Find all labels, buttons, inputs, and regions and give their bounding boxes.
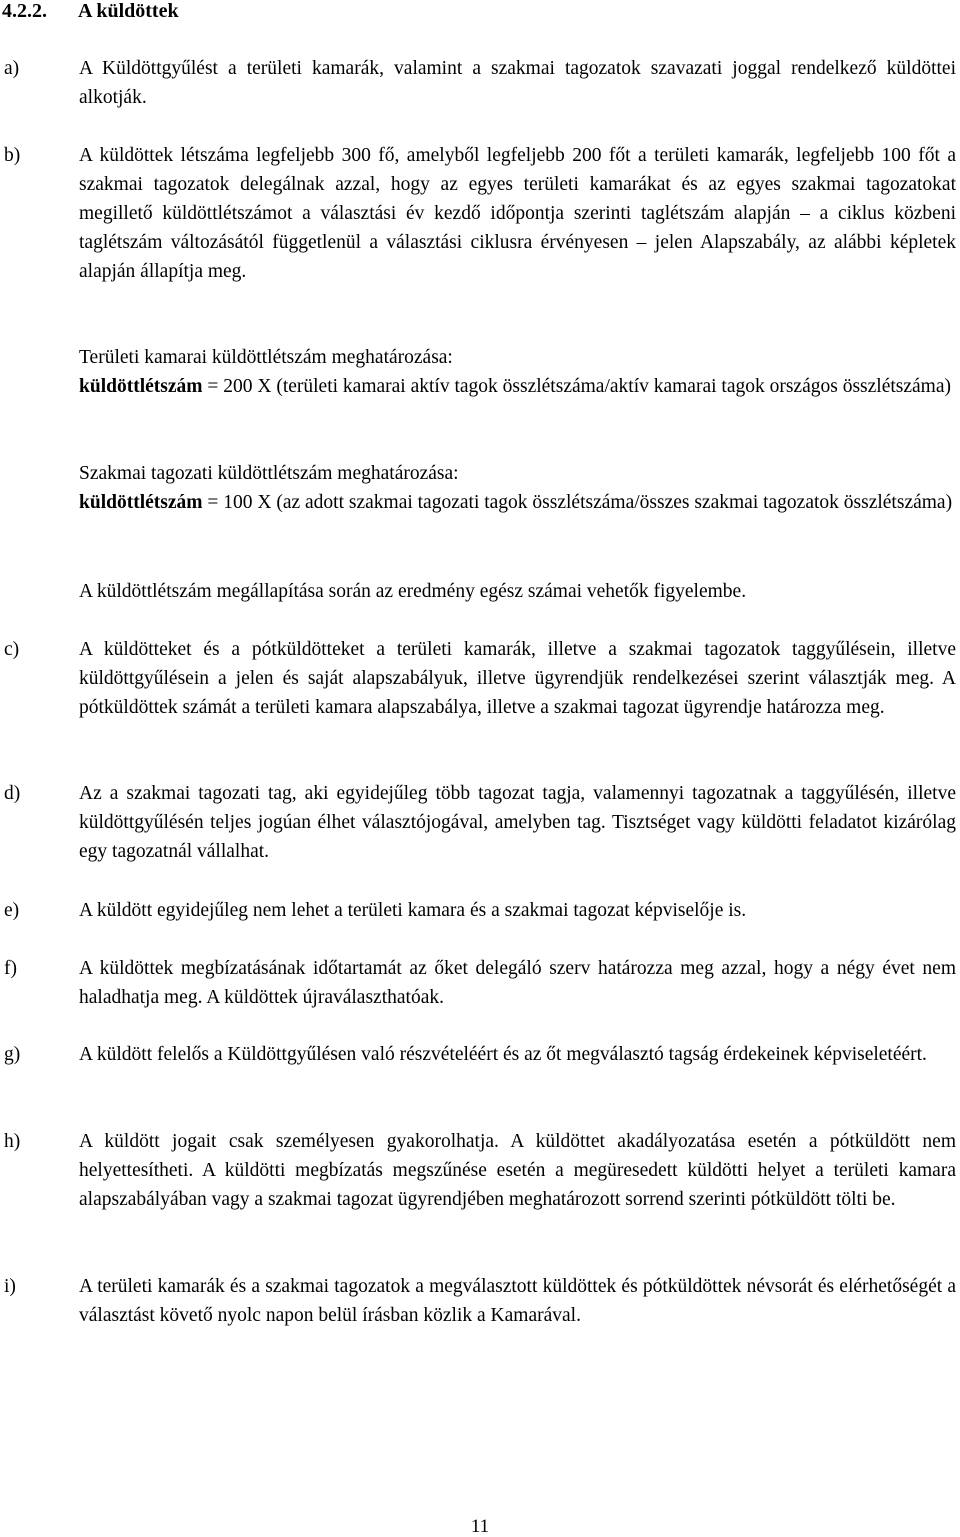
page-number: 11 xyxy=(470,1516,490,1537)
list-item-e xyxy=(4,896,956,925)
territorial-formula xyxy=(79,343,956,401)
list-item-f xyxy=(4,954,956,1012)
section-number: 4.2.2. xyxy=(2,0,47,22)
item-letter: d) xyxy=(4,783,21,804)
professional-formula xyxy=(79,459,956,517)
list-item-a xyxy=(4,54,956,112)
formula-expression: = 200 X (területi kamarai aktív tagok összlétszáma/aktív kamarai tagok országos összlétszáma) xyxy=(202,376,951,397)
item-letter: f) xyxy=(4,958,17,979)
item-text: A területi kamarák és a szakmai tagozatok a megválasztott küldöttek és pótküldöttek névsorát és elérhetőségét a választást követő nyolc napon belül írásban közlik a Kamarával. xyxy=(79,1276,956,1326)
formula-bold-term: küldöttlétszám xyxy=(79,492,203,513)
item-text: A küldötteket és a pótküldötteket a területi kamarák, illetve a szakmai tagozatok taggyűlésein, illetve küldöttgyűlésein a jelen és saját alapszabályuk, illetve ügyrendjük rendelkezései szerint választják meg. A pótküldöttek számát a területi kamara alapszabálya, illetve a szakmai tagozat ügyrendje határozza meg. xyxy=(79,639,956,718)
list-item-d xyxy=(4,779,956,866)
formula-bold-term: küldöttlétszám xyxy=(79,376,203,397)
formula-note xyxy=(79,577,956,606)
item-letter: b) xyxy=(4,145,21,166)
item-text: A küldöttek megbízatásának időtartamát az őket delegáló szerv határozza meg azzal, hogy a négy évet nem haladhatja meg. A küldöttek újraválaszthatóak. xyxy=(79,958,956,1008)
formula-title: Területi kamarai küldöttlétszám meghatározása: xyxy=(79,347,453,368)
item-text: A Küldöttgyűlést a területi kamarák, valamint a szakmai tagozatok szavazati joggal rendelkező küldöttei alkotják. xyxy=(79,58,956,108)
item-letter: e) xyxy=(4,900,20,921)
item-letter: h) xyxy=(4,1131,21,1152)
note-text: A küldöttlétszám megállapítása során az eredmény egész számai vehetők figyelembe. xyxy=(79,581,747,602)
list-item-b xyxy=(4,141,956,286)
formula-body xyxy=(79,372,956,401)
item-letter: g) xyxy=(4,1044,21,1065)
item-letter: i) xyxy=(4,1276,16,1297)
item-text: A küldött jogait csak személyesen gyakorolhatja. A küldöttet akadályozatása esetén a pótküldött nem helyettesítheti. A küldötti megbízatás megszűnése esetén a megüresedett küldötti helyet a területi kamara alapszabályában vagy a szakmai tagozat ügyrendjében meghatározott sorrend szerinti pótküldött tölti be. xyxy=(79,1131,956,1210)
list-item-h xyxy=(4,1127,956,1214)
section-title: A küldöttek xyxy=(78,0,179,22)
item-text: Az a szakmai tagozati tag, aki egyidejűleg több tagozat tagja, valamennyi tagozatnak a taggyűlésén, illetve küldöttgyűlésén teljes jogúan élhet választójogával, amelyben tag. Tisztséget vagy küldötti feladatot kizárólag egy tagozatnál vállalhat. xyxy=(79,783,956,862)
item-letter: c) xyxy=(4,639,20,660)
list-item-i xyxy=(4,1272,956,1330)
list-item-g xyxy=(4,1040,956,1069)
formula-body xyxy=(79,488,956,517)
section-heading xyxy=(2,0,179,26)
item-text: A küldöttek létszáma legfeljebb 300 fő, amelyből legfeljebb 200 főt a területi kamarák, legfeljebb 100 főt a szakmai tagozatok delegálnak azzal, hogy az egyes területi kamarákat és az egyes szakmai tagozatokat megillető küldöttlétszámot a választási év kezdő időpontja szerinti taglétszám alapján – a ciklus közbeni taglétszám változásától függetlenül a választási ciklusra érvényesen – jelen Alapszabály, az alábbi képletek alapján állapítja meg. xyxy=(79,145,956,282)
item-text: A küldött felelős a Küldöttgyűlésen való részvételéért és az őt megválasztó tagság érdekeinek képviseletéért. xyxy=(79,1044,927,1065)
formula-title: Szakmai tagozati küldöttlétszám meghatározása: xyxy=(79,463,459,484)
formula-expression: = 100 X (az adott szakmai tagozati tagok összlétszáma/összes szakmai tagozatok összlétszáma) xyxy=(202,492,953,513)
item-text: A küldött egyidejűleg nem lehet a területi kamara és a szakmai tagozat képviselője is. xyxy=(79,900,747,921)
item-letter: a) xyxy=(4,58,20,79)
list-item-c xyxy=(4,635,956,722)
